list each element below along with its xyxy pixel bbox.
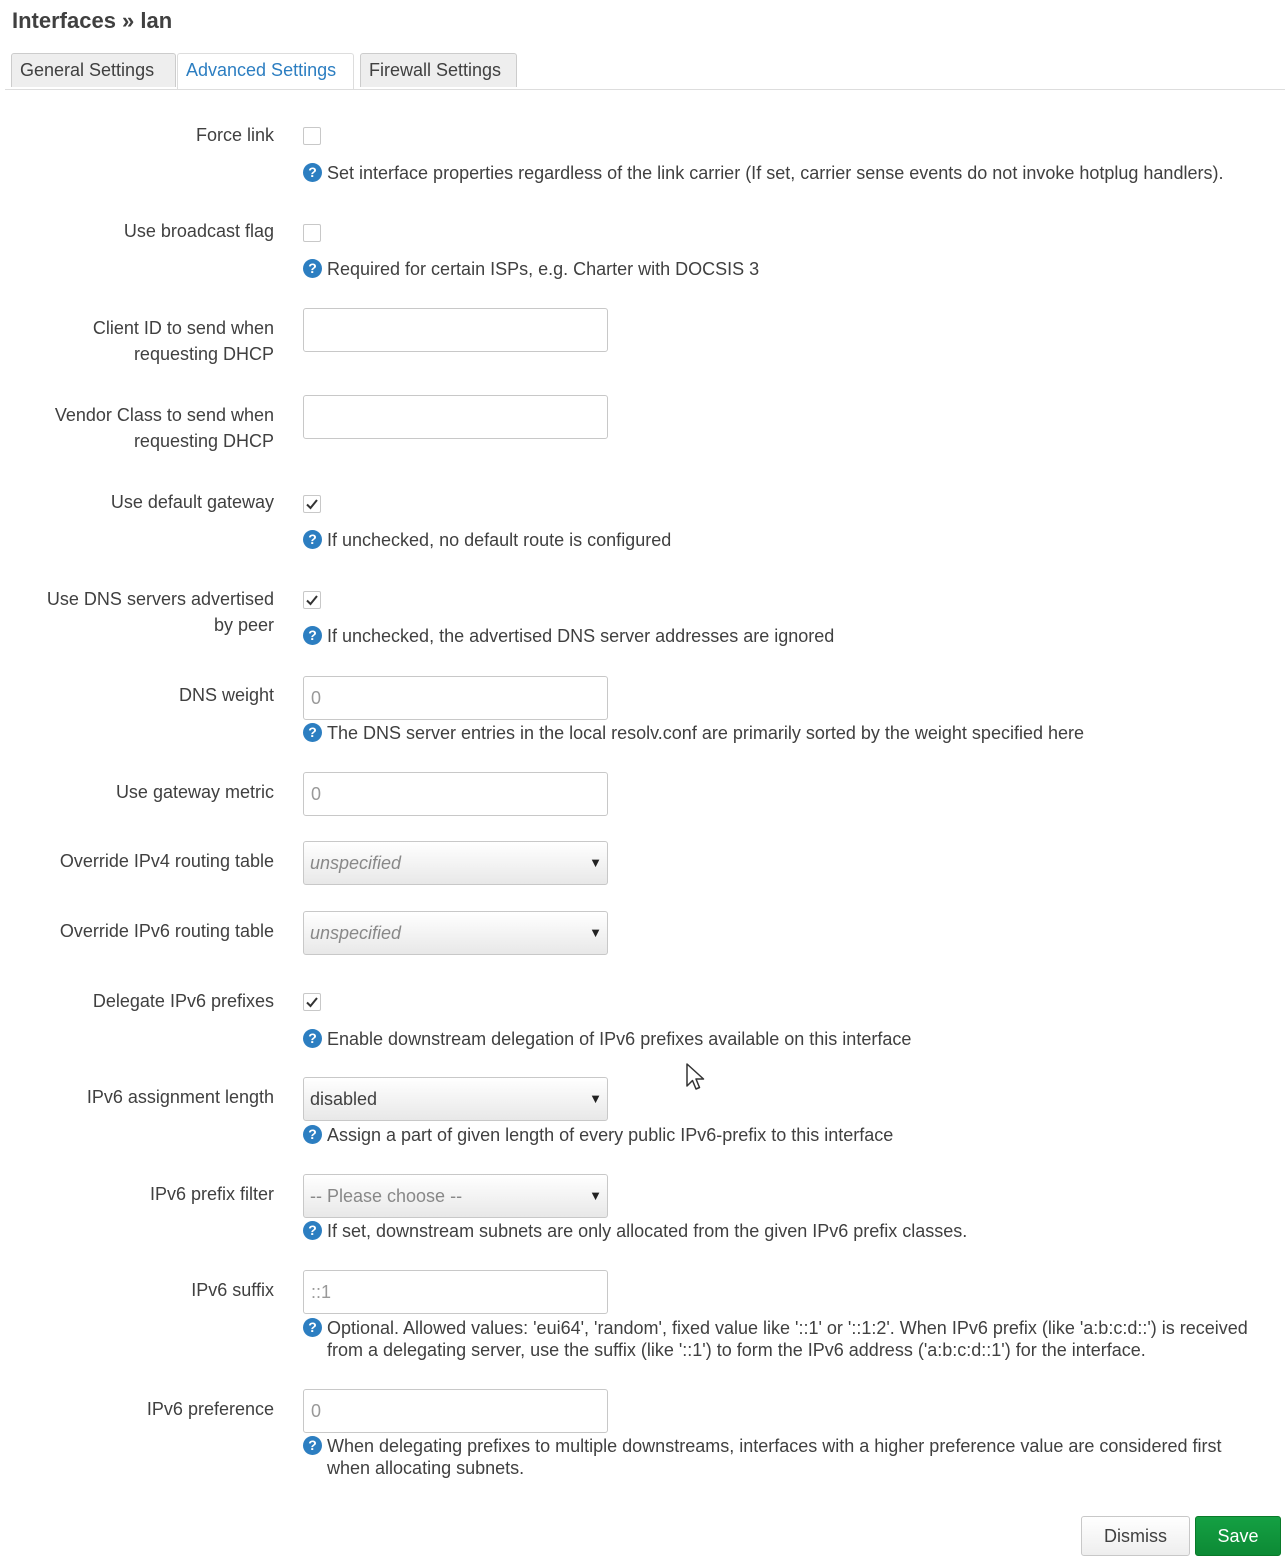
ipv6-suffix-help: ? Optional. Allowed values: 'eui64', 'random', fixed value like '::1' or '::1:2'. When IPv6 prefix (like 'a:b:c:d::') is received from a delegating server, use the suffix (like '::1') to form the IPv6 address ('a:b:c:d::1') for the interface. — [303, 1317, 1268, 1361]
gateway-metric-label: Use gateway metric — [115, 782, 274, 802]
help-icon: ? — [303, 530, 322, 549]
dismiss-button[interactable]: Dismiss — [1081, 1516, 1190, 1556]
tab-bar — [5, 53, 1285, 90]
broadcast-flag-checkbox[interactable] — [303, 224, 321, 242]
ipv6-pref-help: ? When delegating prefixes to multiple downstreams, interfaces with a higher preference value are considered first when allocating subnets. — [303, 1435, 1268, 1479]
checkmark-icon — [305, 497, 319, 511]
ipv6-table-label: Override IPv6 routing table — [59, 921, 274, 941]
assign-length-select[interactable]: disabled ▼ — [303, 1077, 608, 1121]
checkmark-icon — [305, 593, 319, 607]
help-icon: ? — [303, 1318, 322, 1337]
help-icon: ? — [303, 259, 322, 278]
assign-length-help: ? Assign a part of given length of every public IPv6-prefix to this interface — [303, 1124, 893, 1146]
vendor-class-input[interactable] — [303, 395, 608, 439]
help-icon: ? — [303, 1436, 322, 1455]
assign-length-label: IPv6 assignment length — [86, 1087, 274, 1107]
delegate-help: ? Enable downstream delegation of IPv6 prefixes available on this interface — [303, 1028, 911, 1050]
ipv6-table-select[interactable]: unspecified ▼ — [303, 911, 608, 955]
prefix-filter-select[interactable]: -- Please choose -- ▼ — [303, 1174, 608, 1218]
dns-weight-input[interactable] — [303, 676, 608, 720]
broadcast-flag-label: Use broadcast flag — [123, 221, 274, 241]
tab-firewall-settings[interactable]: Firewall Settings — [360, 53, 517, 87]
broadcast-flag-help: ? Required for certain ISPs, e.g. Charter with DOCSIS 3 — [303, 258, 759, 280]
save-button[interactable]: Save — [1195, 1516, 1281, 1556]
peer-dns-help: ? If unchecked, the advertised DNS server addresses are ignored — [303, 625, 834, 647]
force-link-help: ? Set interface properties regardless of the link carrier (If set, carrier sense events do not invoke hotplug handlers). — [303, 162, 1223, 184]
delegate-label: Delegate IPv6 prefixes — [92, 991, 274, 1011]
help-icon: ? — [303, 1125, 322, 1144]
ipv4-table-select[interactable]: unspecified ▼ — [303, 841, 608, 885]
ipv6-pref-input[interactable] — [303, 1389, 608, 1433]
dropdown-arrow-icon: ▼ — [589, 925, 602, 940]
default-gateway-label: Use default gateway — [110, 492, 274, 512]
help-icon: ? — [303, 723, 322, 742]
checkmark-icon — [305, 995, 319, 1009]
dns-weight-label: DNS weight — [178, 685, 274, 705]
dropdown-arrow-icon: ▼ — [589, 1188, 602, 1203]
prefix-filter-label: IPv6 prefix filter — [149, 1184, 274, 1204]
delegate-checkbox[interactable] — [303, 993, 321, 1011]
peer-dns-label: Use DNS servers advertised by peer — [46, 589, 274, 635]
page-title: Interfaces » lan — [12, 8, 173, 33]
force-link-checkbox[interactable] — [303, 127, 321, 145]
force-link-label: Force link — [195, 125, 274, 145]
ipv6-pref-label: IPv6 preference — [146, 1399, 274, 1419]
default-gateway-checkbox[interactable] — [303, 495, 321, 513]
mouse-cursor-icon — [685, 1062, 707, 1092]
dropdown-arrow-icon: ▼ — [589, 855, 602, 870]
help-icon: ? — [303, 1221, 322, 1240]
default-gateway-help: ? If unchecked, no default route is configured — [303, 529, 671, 551]
gateway-metric-input[interactable] — [303, 772, 608, 816]
dropdown-arrow-icon: ▼ — [589, 1091, 602, 1106]
dns-weight-help: ? The DNS server entries in the local resolv.conf are primarily sorted by the weight specified here — [303, 722, 1084, 744]
prefix-filter-help: ? If set, downstream subnets are only allocated from the given IPv6 prefix classes. — [303, 1220, 967, 1242]
tab-general-settings[interactable]: General Settings — [11, 53, 176, 87]
ipv4-table-label: Override IPv4 routing table — [59, 851, 274, 871]
tab-advanced-settings[interactable]: Advanced Settings — [177, 53, 354, 89]
client-id-label: Client ID to send when requesting DHCP — [92, 318, 274, 364]
ipv6-suffix-label: IPv6 suffix — [191, 1280, 274, 1300]
help-icon: ? — [303, 163, 322, 182]
client-id-input[interactable] — [303, 308, 608, 352]
help-icon: ? — [303, 626, 322, 645]
ipv6-suffix-input[interactable] — [303, 1270, 608, 1314]
help-icon: ? — [303, 1029, 322, 1048]
vendor-class-label: Vendor Class to send when requesting DHCP — [54, 405, 274, 451]
peer-dns-checkbox[interactable] — [303, 591, 321, 609]
